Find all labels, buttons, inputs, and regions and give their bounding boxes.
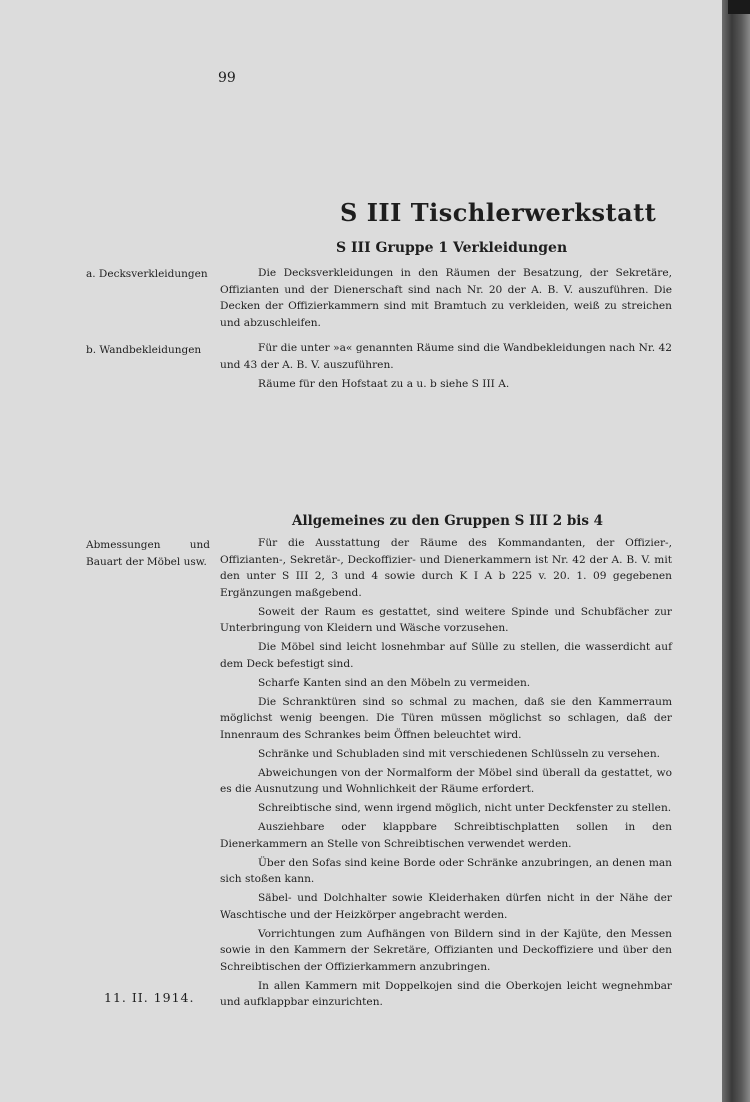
general-paragraph: Die Möbel sind leicht losnehmbar auf Sülle zu stellen, die wasserdicht auf dem Deck befestigt sind. (220, 641, 672, 670)
general-paragraph: Schränke und Schubladen sind mit verschiedenen Schlüsseln zu versehen. (258, 747, 661, 760)
general-paragraph: Vorrichtungen zum Aufhängen von Bildern sind in der Kajüte, den Messen sowie in den Kammern der Sekretäre, Offizianten und Deckoffiziere und über den Schreibtischen der Offizierkammern anzubringen. (220, 927, 672, 973)
general-paragraph: Abweichungen von der Normalform der Möbel sind überall da gestattet, wo es die Ausnutzung und Wohnlichkeit der Räume erfordert. (220, 766, 672, 795)
general-paragraph: Die Schranktüren sind so schmal zu machen, daß sie den Kammerraum möglichst wenig beengen. Die Türen müssen möglichst so schlagen, daß der Innenraum des Schrankes beim Öffnen beleuchtet wird. (220, 695, 672, 741)
general-paragraph: In allen Kammern mit Doppelkojen sind die Oberkojen leicht wegnehmbar und aufklappbar einzurichten. (220, 979, 672, 1008)
section-b-text-block (220, 340, 672, 395)
page-number: 99 (218, 70, 236, 86)
general-paragraph: Säbel- und Dolchhalter sowie Kleiderhaken dürfen nicht in der Nähe der Waschtische und der Heizkörper angebracht werden. (220, 892, 672, 921)
footer-date: 11. II. 1914. (104, 990, 195, 1005)
section-a-text-block (220, 265, 672, 334)
page-title: S III Tischlerwerkstatt (340, 198, 657, 227)
general-text-block (220, 535, 672, 1013)
general-paragraph: Für die Ausstattung der Räume des Kommandanten, der Offizier-, Offizianten-, Sekretär-, Deckoffizier- und Dienerkammern ist Nr. 42 der A. B. V. mit den unter S III 2, 3 und 4 sowie durch K I A b 225 v. 20. 1. 09 gegebenen Ergänzungen maßgebend. (220, 537, 672, 599)
general-heading: Allgemeines zu den Gruppen S III 2 bis 4 (292, 513, 604, 529)
margin-label-a: a. Decksverkleidungen (86, 268, 208, 280)
general-paragraph: Über den Sofas sind keine Borde oder Schränke anzubringen, an denen man sich stoßen kann. (220, 856, 672, 885)
margin-note-dimensions: Abmessungen und Bauart der Möbel usw. (86, 539, 210, 568)
section-b-paragraph: Für die unter »a« genannten Räume sind die Wandbekleidungen nach Nr. 42 und 43 der A. B. V. auszuführen. (220, 342, 672, 371)
margin-label-b: b. Wandbekleidungen (86, 344, 202, 356)
general-paragraph: Soweit der Raum es gestattet, sind weitere Spinde und Schubfächer zur Unterbringung von Kleidern und Wäsche vorzusehen. (220, 605, 672, 634)
book-spine-shadow (722, 0, 750, 1102)
book-spine-edge (728, 0, 750, 14)
section-a-paragraph: Die Decksverkleidungen in den Räumen der Besatzung, der Sekretäre, Offizianten und der Dienerschaft sind nach Nr. 20 der A. B. V. auszuführen. Die Decken der Offizierkammern sind mit Bramtuch zu verkleiden, weiß zu streichen und abzuschleifen. (220, 267, 672, 329)
general-paragraph: Scharfe Kanten sind an den Möbeln zu vermeiden. (258, 676, 531, 689)
general-paragraph: Ausziehbare oder klappbare Schreibtischplatten sollen in den Dienerkammern an Stelle von Schreibtischen verwendet werden. (220, 821, 672, 850)
group-1-heading: S III Gruppe 1 Verkleidungen (336, 240, 568, 256)
general-paragraph: Schreibtische sind, wenn irgend möglich, nicht unter Deckfenster zu stellen. (258, 802, 672, 814)
section-b-paragraph-2: Räume für den Hofstaat zu a u. b siehe S III A. (258, 377, 510, 390)
